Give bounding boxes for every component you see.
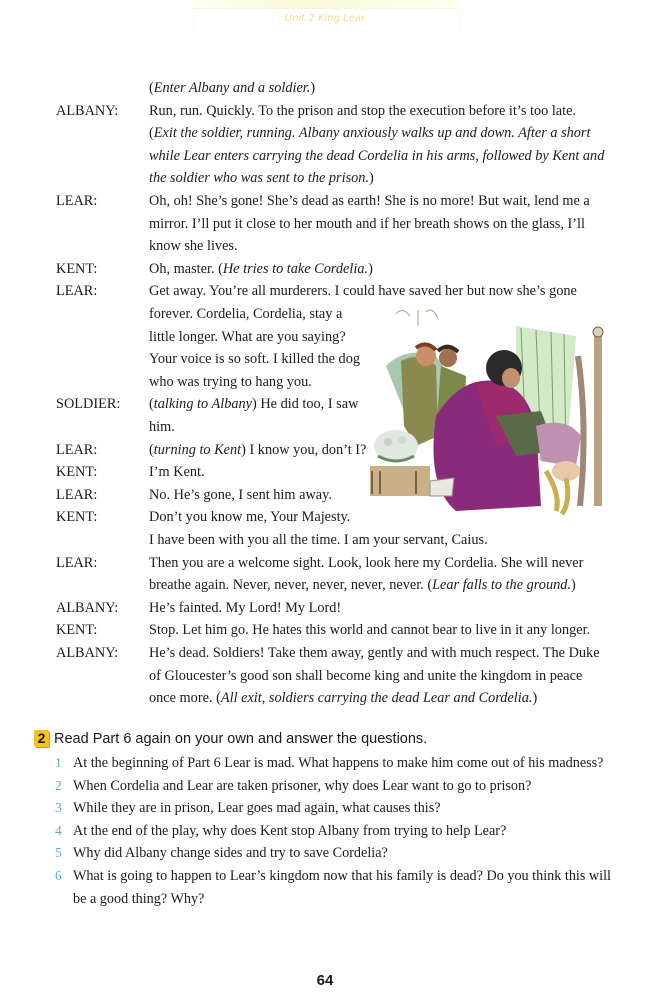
speaker-name: KENT: (56, 509, 98, 526)
dialogue-line (149, 416, 175, 438)
dialogue-line (149, 461, 205, 483)
dialogue-line (149, 190, 590, 212)
dialogue-line (149, 303, 342, 325)
dialogue-text: forever. Cordelia, Cordelia, stay a (149, 306, 343, 322)
stage-direction-text: talking to Albany (153, 396, 252, 413)
speaker-name: LEAR: (56, 193, 98, 209)
dialogue-line (149, 235, 238, 257)
dialogue-line (149, 122, 590, 144)
dialogue-text: ( (149, 80, 154, 96)
dialogue-text: ) (310, 80, 316, 96)
question-number: 4 (55, 822, 62, 838)
dialogue-text: He’s dead. Soldiers! Take them away, gently and with much respect. The Duke (149, 645, 600, 661)
dialogue-text: Stop. Let him go. He hates this world and cannot bear to live in it any longer. (149, 622, 591, 639)
dialogue-line (149, 529, 488, 551)
speaker-name: KENT: (56, 260, 98, 277)
dialogue-text: I have been with you all the time. I am your servant, Caius. (149, 532, 488, 548)
stage-direction-text: the soldier who was sent to the prison. (149, 170, 370, 187)
dialogue-text: I’m Kent. (149, 464, 205, 481)
dialogue-line (149, 258, 373, 280)
question-text: When Cordelia and Lear are taken prisoner, why does Lear want to go to prison? (73, 777, 532, 794)
question-number: 1 (55, 755, 62, 770)
dialogue-text: once more. ( (149, 690, 221, 707)
dialogue-line (149, 506, 350, 528)
dialogue-text: mirror. I’ll put it close to her mouth and if her breath shows on the glass, I’ll (149, 215, 585, 232)
dialogue-text: ) I know you, don’t I? (241, 441, 367, 458)
dialogue-text: ( (149, 125, 154, 142)
exercise-instruction: Read Part 6 again on your own and answer the questions. (54, 730, 428, 747)
question-text: While they are in prison, Lear goes mad again, what causes this? (73, 800, 441, 817)
question-number: 5 (55, 845, 62, 861)
question-number: 3 (55, 800, 62, 816)
dialogue-line (149, 167, 374, 189)
dialogue-line (149, 348, 360, 370)
question-number: 6 (55, 868, 62, 883)
dialogue-text: Oh, master. ( (149, 260, 223, 277)
dialogue-text: ) (532, 690, 538, 707)
dialogue-text: know she lives. (149, 238, 238, 255)
speaker-name: ALBANY: (56, 102, 119, 119)
dialogue-text: ( (149, 441, 154, 458)
dialogue-line (149, 619, 590, 641)
dialogue-text: He’s fainted. My Lord! My Lord! (149, 599, 342, 616)
speaker-name: KENT: (56, 622, 98, 639)
dialogue-line (149, 100, 576, 122)
question-text: At the end of the play, why does Kent stop Albany from trying to help Lear? (73, 822, 507, 839)
speaker-name: SOLDIER: (56, 396, 121, 413)
dialogue-line (149, 280, 577, 302)
dialogue-text: ) (570, 577, 576, 594)
exercise-number-badge: 2 (34, 730, 49, 747)
dialogue-line (149, 213, 585, 235)
dialogue-text: ) (368, 260, 373, 277)
dialogue-text: ) He did too, I saw (251, 396, 359, 413)
stage-direction (149, 77, 315, 99)
dialogue-line (149, 371, 312, 393)
dialogue-line (149, 484, 332, 506)
dialogue-text: Your voice is so soft. I killed the dog (149, 351, 361, 368)
exercise-2-heading (34, 730, 427, 747)
dialogue-text: him. (149, 419, 175, 435)
dialogue-line (149, 597, 341, 619)
dialogue-line (149, 326, 346, 348)
dialogue-text: ) (369, 170, 374, 187)
question-number: 2 (55, 777, 62, 793)
speaker-name: LEAR: (56, 283, 98, 300)
stage-direction-text: Lear falls to the ground. (432, 577, 571, 594)
dialogue-text: of Gloucester’s good son shall become king and unite the kingdom in peace (149, 667, 583, 684)
question-text: What is going to happen to Lear’s kingdom now that his family is dead? Do you think this will (73, 868, 612, 884)
stage-direction-text: All exit, soldiers carrying the dead Lear and Cordelia. (220, 690, 533, 707)
speaker-name: KENT: (56, 464, 98, 481)
stage-direction-text: He tries to take Cordelia. (222, 260, 369, 277)
dialogue-line (149, 439, 366, 461)
dialogue-text: Run, run. Quickly. To the prison and stop the execution before it’s too late. (149, 102, 577, 119)
dialogue-line (149, 687, 537, 709)
dialogue-text: who was trying to hang you. (149, 373, 312, 390)
stage-direction-text: turning to Kent (153, 441, 242, 458)
dialogue-line (149, 552, 583, 574)
dialogue-text: breathe again. Never, never, never, never, never. ( (149, 577, 433, 594)
stage-direction-text: Exit the soldier, running. Albany anxiously walks up and down. After a short (153, 125, 591, 142)
dialogue-line (149, 574, 576, 596)
question-text: At the beginning of Part 6 Lear is mad. What happens to make him come out of his madness? (73, 755, 604, 771)
dialogue-line (149, 393, 358, 415)
dialogue-text: little longer. What are you saying? (149, 328, 346, 345)
dialogue-line (149, 665, 582, 687)
dialogue-line (149, 642, 600, 664)
question-text: be a good thing? Why? (73, 890, 205, 907)
dialogue-text: Don’t you know me, Your Majesty. (149, 509, 351, 526)
dialogue-text: No. He’s gone, I sent him away. (149, 486, 332, 503)
speaker-name: LEAR: (56, 486, 98, 503)
question-text: Why did Albany change sides and try to save Cordelia? (73, 845, 388, 862)
dialogue-text: Oh, oh! She’s gone! She’s dead as earth! She is no more! But wait, lend me a (149, 193, 590, 209)
dialogue-text: ( (149, 396, 154, 413)
stage-direction-text: while Lear enters carrying the dead Cordelia in his arms, followed by Kent and (149, 147, 605, 164)
dialogue-text: Get away. You’re all murderers. I could have saved her but now she’s gone (149, 283, 577, 300)
stage-direction-text: Enter Albany and a soldier. (153, 80, 311, 96)
speaker-name: LEAR: (56, 441, 98, 458)
page-number: 64 (316, 972, 334, 989)
speaker-name: LEAR: (56, 554, 98, 571)
lear-cordelia-illustration (366, 306, 618, 518)
speaker-name: ALBANY: (56, 645, 119, 661)
dialogue-line (149, 145, 604, 167)
speaker-name: ALBANY: (56, 599, 119, 616)
dialogue-text: Then you are a welcome sight. Look, look here my Cordelia. She will never (149, 554, 584, 571)
unit-title: Unit 2 King Lear (284, 13, 366, 24)
